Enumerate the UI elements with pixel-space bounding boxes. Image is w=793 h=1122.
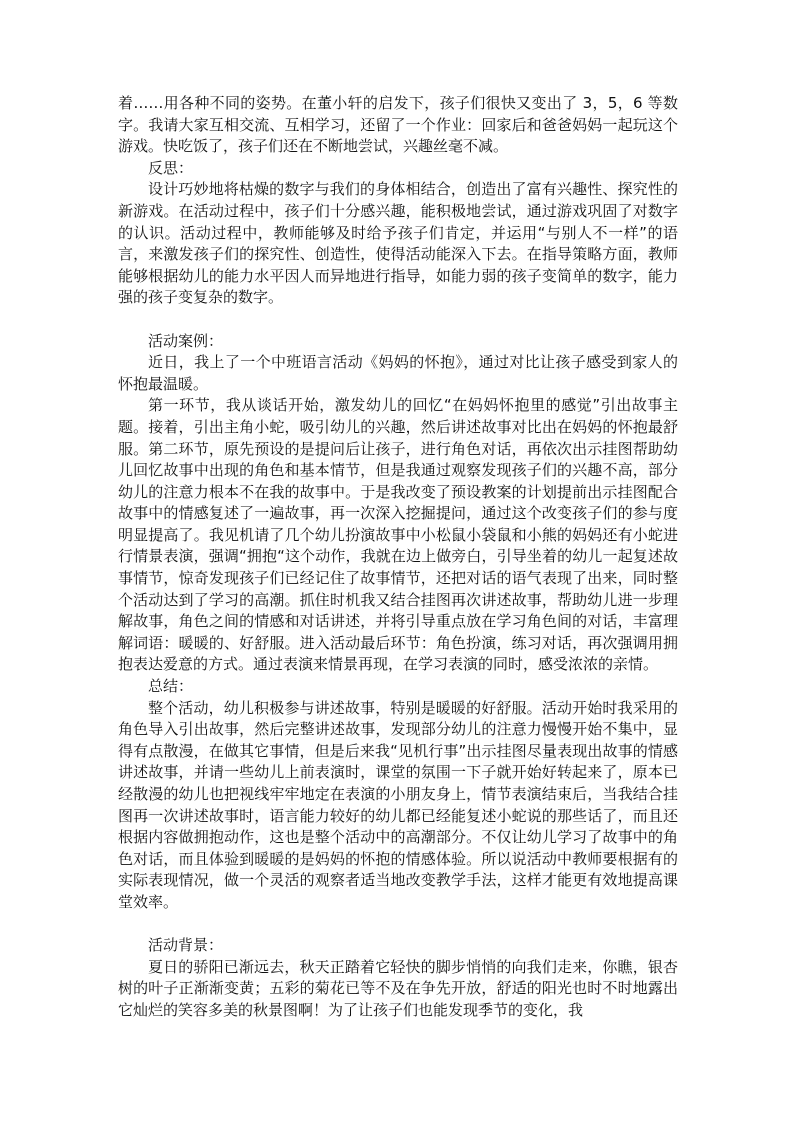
paragraph-case-intro: 近日，我上了一个中班语言活动《妈妈的怀抱》，通过对比让孩子感受到家人的怀抱最温暖。 [118, 353, 678, 393]
paragraph-reflection: 设计巧妙地将枯燥的数字与我们的身体相结合，创造出了富有兴趣性、探究性的新游戏。在活动过程中，孩子们十分感兴趣，能积极地尝试，通过游戏巩固了对数字的认识。活动过程中，教师能够及时给予孩子们肯定，并运用“与别人不一样”的语言，来激发孩子们的探究性、创造性，使得活动能深入下去。在指导策略方面，教师能够根据幼儿的能力水平因人而异地进行指导，如能力弱的孩子变简单的数字，能力强的孩子变复杂的数字。 [118, 180, 678, 307]
heading-activity-case: 活动案例： [148, 331, 224, 350]
heading-reflection: 反思： [148, 158, 194, 177]
heading-summary: 总结： [148, 677, 194, 696]
paragraph-background: 夏日的骄阳已渐远去，秋天正踏着它轻快的脚步悄悄的向我们走来，你瞧，银杏树的叶子正渐渐变黄；五彩的菊花已等不及在争先开放，舒适的阳光也时不时地露出它灿烂的笑容多美的秋景图啊！为了让孩子们也能发现季节的变化，我 [118, 957, 678, 1019]
paragraph-spacer [118, 309, 678, 331]
paragraph-spacer [118, 914, 678, 936]
paragraph-summary: 整个活动，幼儿积极参与讲述故事，特别是暖暖的好舒服。活动开始时我采用的角色导入引出故事，然后完整讲述故事，发现部分幼儿的注意力慢慢开始不集中，显得有点散漫，在做其它事情，但是后来我“见机行事”出示挂图尽量表现出故事的情感讲述故事，并请一些幼儿上前表演时，课堂的氛围一下子就开始好转起来了，原本已经散漫的幼儿也把视线牢牢地定在表演的小朋友身上，情节表演结束后，当我结合挂图再一次讲述故事时，语言能力较好的幼儿都已经能复述小蛇说的那些话了，而且还根据内容做拥抱动作，这也是整个活动中的高潮部分。不仅让幼儿学习了故事中的角色对话，而且体验到暖暖的是妈妈的怀抱的情感体验。所以说活动中教师要根据有的实际表现情况，做一个灵活的观察者适当地改变教学手法，这样才能更有效地提高课堂效率。 [118, 698, 678, 911]
paragraph-case-process: 第一环节，我从谈话开始，激发幼儿的回忆“在妈妈怀抱里的感觉”引出故事主题。接着，引出主角小蛇，吸引幼儿的兴趣，然后讲述故事对比出在妈妈的怀抱最舒服。第二环节，原先预设的是提问后让孩子，进行角色对话，再依次出示挂图帮助幼儿回忆故事中出现的角色和基本情节，但是我通过观察发现孩子们的兴趣不高，部分幼儿的注意力根本不在我的故事中。于是我改变了预设教案的计划提前出示挂图配合故事中的情感复述了一遍故事，再一次深入挖掘提问，通过这个改变孩子们的参与度明显提高了。我见机请了几个幼儿扮演故事中小松鼠小袋鼠和小熊的妈妈还有小蛇进行情景表演，强调“拥抱“这个动作，我就在边上做旁白，引导坐着的幼儿一起复述故事情节，惊奇发现孩子们已经记住了故事情节，还把对话的语气表现了出来，同时整个活动达到了学习的高潮。抓住时机我又结合挂图再次讲述故事，帮助幼儿进一步理解故事，角色之间的情感和对话讲述，并将引导重点放在学习角色间的对话，丰富理解词语：暖暖的、好舒服。进入活动最后环节：角色扮演，练习对话，再次强调用拥抱表达爱意的方式。通过表演来情景再现，在学习表演的同时，感受浓浓的亲情。 [118, 396, 678, 674]
paragraph-game-description: 着……用各种不同的姿势。在董小轩的启发下，孩子们很快又变出了 3，5，6 等数字。我请大家互相交流、互相学习，还留了一个作业：回家后和爸爸妈妈一起玩这个游戏。快吃饭了，孩子们还在不断地尝试，兴趣丝毫不减。 [118, 94, 678, 156]
document-page [118, 93, 678, 1022]
heading-activity-background: 活动背景： [148, 936, 224, 955]
